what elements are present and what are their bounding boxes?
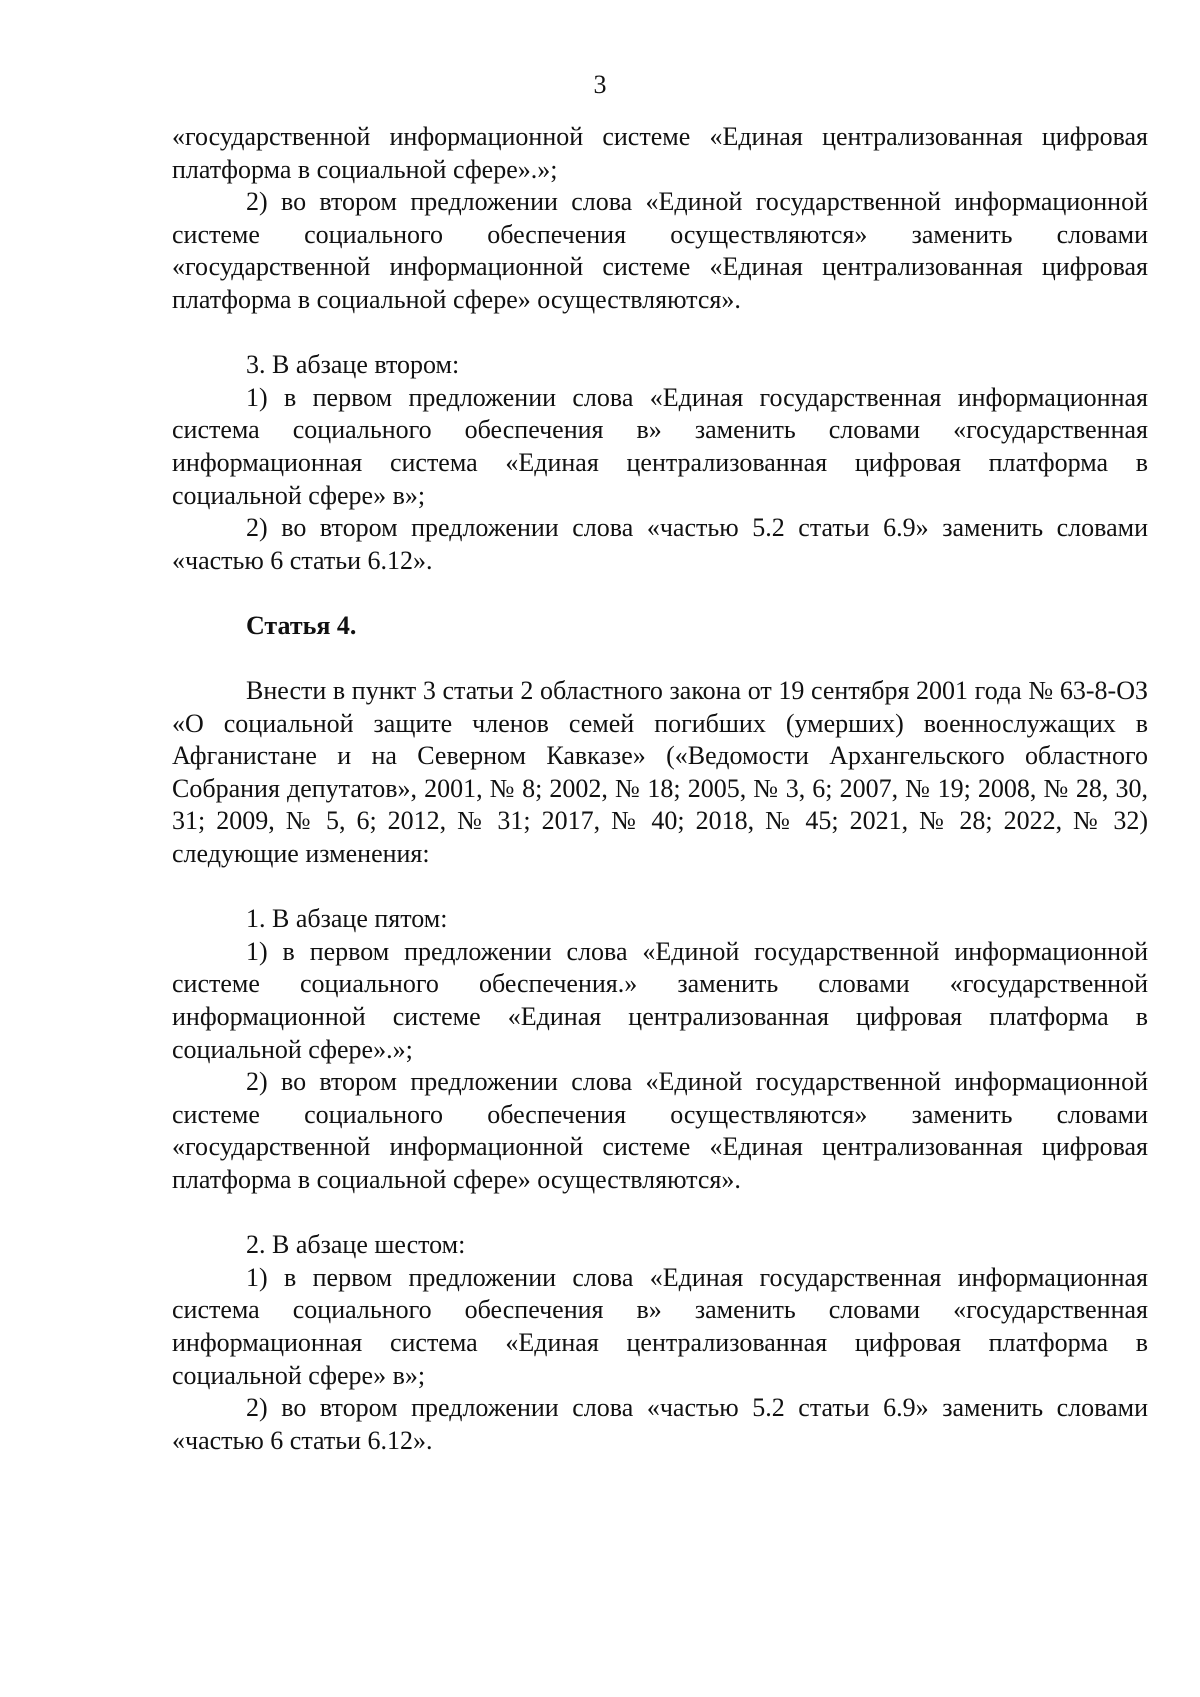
paragraph-item-1: 1) в первом предложении слова «Единая государственная информационная система социального обеспечения в» заменить словами «государственная информационная система «Единая централизованная цифровая платформа в социальной сфере» в»; bbox=[172, 382, 1148, 510]
paragraph-item-2: 2) во втором предложении слова «Единой государственной информационной системе социального обеспечения осуществляются» заменить словами «государственной информационной системе «Единая централизованная цифровая платформа в социальной сфере» осуществляются». bbox=[172, 187, 1148, 314]
spacer bbox=[172, 317, 1148, 350]
paragraph-item-2c: 2) во втором предложении слова «Единой государственной информационной системе социального обеспечения осуществляются» заменить словами «государственной информационной системе «Единая централизованная цифровая платформа в социальной сфере» осуществляются». bbox=[172, 1067, 1148, 1194]
paragraph-item-1b: 1) в первом предложении слова «Единой государственной информационной системе социального обеспечения.» заменить словами «государственной информационной системе «Единая централизованная цифровая платформа в социальной сфере».»; bbox=[172, 936, 1148, 1064]
document-body bbox=[172, 121, 1148, 1457]
paragraph-item-2b: 2) во втором предложении слова «частью 5.2 статьи 6.9» заменить словами «частью 6 статьи 6.12». bbox=[172, 513, 1148, 575]
paragraph-point-2: 2. В абзаце шестом: bbox=[246, 1230, 466, 1260]
page-number: 3 bbox=[593, 70, 607, 99]
paragraph-point-1: 1. В абзаце пятом: bbox=[246, 904, 448, 934]
paragraph-article-body: Внести в пункт 3 статьи 2 областного закона от 19 сентября 2001 года № 63-8-ОЗ «О социальной защите членов семей погибших (умерших) военнослужащих в Афганистане и на Северном Кавказе» («Ведомости Архангельского областного Собрания депутатов», 2001, № 8; 2002, № 18; 2005, № 3, 6; 2007, № 19; 2008, № 28, 30, 31; 2009, № 5, 6; 2012, № 31; 2017, № 40; 2018, № 45; 2021, № 28; 2022, № 32) следующие изменения: bbox=[172, 676, 1148, 869]
paragraph-item-2d: 2) во втором предложении слова «частью 5.2 статьи 6.9» заменить словами «частью 6 статьи 6.12». bbox=[172, 1393, 1148, 1455]
spacer bbox=[172, 577, 1148, 610]
spacer bbox=[172, 643, 1148, 676]
paragraph-continuation: «государственной информационной системе «Единая централизованная цифровая платформа в социальной сфере».»; bbox=[172, 122, 1148, 184]
article-heading: Статья 4. bbox=[246, 610, 357, 640]
spacer bbox=[172, 1197, 1148, 1230]
paragraph-item-1c: 1) в первом предложении слова «Единая государственная информационная система социального обеспечения в» заменить словами «государственная информационная система «Единая централизованная цифровая платформа в социальной сфере» в»; bbox=[172, 1262, 1148, 1390]
spacer bbox=[172, 871, 1148, 904]
paragraph-point-3: 3. В абзаце втором: bbox=[246, 350, 460, 380]
